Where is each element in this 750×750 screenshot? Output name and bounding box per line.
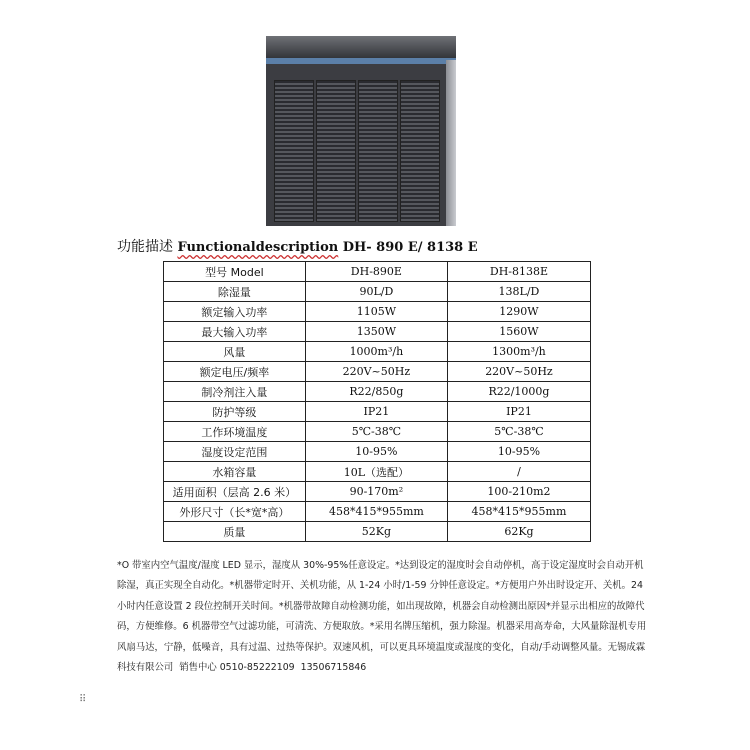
cell-dh890e: 1000m³/h: [305, 342, 447, 362]
row-label: 除湿量: [164, 282, 306, 302]
cell-dh890e: 220V~50Hz: [305, 362, 447, 382]
table-row: [164, 342, 591, 362]
heading-english: Functionaldescription: [177, 240, 339, 255]
table-row: [164, 402, 591, 422]
cell-dh890e: 10-95%: [305, 442, 447, 462]
table-row: [164, 282, 591, 302]
cell-dh8138e: 100-210m2: [447, 482, 590, 502]
cell-dh8138e: 1300m³/h: [447, 342, 590, 362]
unit-side-panel: [446, 60, 456, 226]
unit-top-panel: [266, 36, 456, 60]
louvre-panel: [400, 80, 440, 222]
cell-dh8138e: 138L/D: [447, 282, 590, 302]
table-row: [164, 382, 591, 402]
row-label: 防护等级: [164, 402, 306, 422]
row-label: 质量: [164, 522, 306, 542]
cell-dh8138e: R22/1000g: [447, 382, 590, 402]
header-cell: DH-890E: [305, 262, 447, 282]
table-row: [164, 442, 591, 462]
table-row: [164, 362, 591, 382]
cell-dh890e: 10L（选配）: [305, 462, 447, 482]
table-row: [164, 462, 591, 482]
cell-dh890e: R22/850g: [305, 382, 447, 402]
cell-dh890e: 458*415*955mm: [305, 502, 447, 522]
section-heading: [117, 236, 478, 256]
row-label: 湿度设定范围: [164, 442, 306, 462]
table-header-row: [164, 262, 591, 282]
table-row: [164, 502, 591, 522]
table-row: [164, 422, 591, 442]
table-row: [164, 302, 591, 322]
cell-dh890e: IP21: [305, 402, 447, 422]
louvre-panel: [358, 80, 398, 222]
row-label: 制冷剂注入量: [164, 382, 306, 402]
row-label: 水箱容量: [164, 462, 306, 482]
table-row: [164, 522, 591, 542]
drag-handle-icon[interactable]: ⠿: [79, 694, 88, 705]
row-label: 风量: [164, 342, 306, 362]
cell-dh8138e: 220V~50Hz: [447, 362, 590, 382]
row-label: 额定输入功率: [164, 302, 306, 322]
cell-dh890e: 5℃-38℃: [305, 422, 447, 442]
cell-dh890e: 90-170m²: [305, 482, 447, 502]
row-label: 适用面积（层高 2.6 米）: [164, 482, 306, 502]
louvre-panel: [274, 80, 314, 222]
heading-model: DH- 890 E/ 8138 E: [342, 240, 478, 255]
row-label: 工作环境温度: [164, 422, 306, 442]
cell-dh8138e: 458*415*955mm: [447, 502, 590, 522]
cell-dh8138e: 10-95%: [447, 442, 590, 462]
spec-table: [163, 261, 591, 542]
row-label: 最大输入功率: [164, 322, 306, 342]
header-cell: 型号 Model: [164, 262, 306, 282]
cell-dh8138e: 1560W: [447, 322, 590, 342]
cell-dh890e: 52Kg: [305, 522, 447, 542]
louvre-panel: [316, 80, 356, 222]
cell-dh8138e: /: [447, 462, 590, 482]
dehumidifier-product-image: [266, 36, 456, 226]
cell-dh8138e: 5℃-38℃: [447, 422, 590, 442]
row-label: 外形尺寸（长*宽*高）: [164, 502, 306, 522]
row-label: 额定电压/频率: [164, 362, 306, 382]
cell-dh8138e: IP21: [447, 402, 590, 422]
cell-dh890e: 1105W: [305, 302, 447, 322]
table-row: [164, 322, 591, 342]
cell-dh890e: 90L/D: [305, 282, 447, 302]
heading-chinese: 功能描述: [117, 239, 173, 255]
cell-dh8138e: 62Kg: [447, 522, 590, 542]
cell-dh890e: 1350W: [305, 322, 447, 342]
cell-dh8138e: 1290W: [447, 302, 590, 322]
header-cell: DH-8138E: [447, 262, 590, 282]
table-row: [164, 482, 591, 502]
feature-description: *O 带室内空气温度/湿度 LED 显示，湿度从 30%-95%任意设定。*达到设定的湿度时会自动停机，高于设定湿度时会自动开机除湿，真正实现全自动化。*机器带定时开、关机功能，从 1-24 小时/1-59 分钟任意设定。*方便用户外出时设定开、关机。24 小时内任意设置 2 段位控制开关时间。*机器带故障自动检测功能，如出现故障，机器会自动检测出原因*并显示出相应的故障代码，方便维修。6 机器带空气过滤功能，可清洗、方便取放。*采用名牌压缩机，强力除湿。机器采用高寿命，大风量除湿机专用风扇马达，宁静，低噪音，具有过温、过热等保护。双速风机，可以更具环境温度或湿度的变化，自动/手动调整风量。无锡成霖科技有限公司 销售中心 0510-85222109 13506715846: [117, 560, 647, 674]
